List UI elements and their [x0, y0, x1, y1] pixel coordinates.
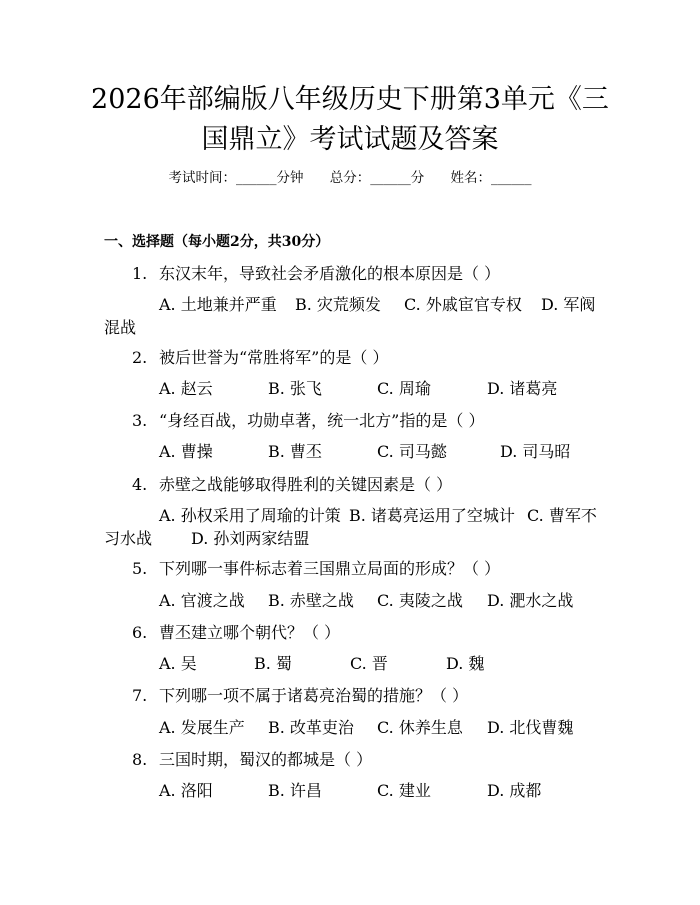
title-line-1: 2026年部编版八年级历史下册第3单元《三	[91, 84, 609, 115]
option-d: D. 司马昭	[500, 442, 571, 461]
option-c: C. 司马懿	[377, 442, 447, 461]
question-1-stem: 1. 东汉末年，导致社会矛盾激化的根本原因是（ ）	[132, 264, 501, 283]
question-7-stem: 7. 下列哪一项不属于诸葛亮治蜀的措施？（ ）	[132, 686, 469, 705]
exam-score: 总分：______分	[329, 170, 425, 186]
option-b: B. 许昌	[268, 781, 322, 800]
option-a: A. 土地兼并严重	[159, 295, 277, 314]
option-d: D. 淝水之战	[487, 591, 574, 610]
option-a: A. 发展生产	[159, 718, 245, 737]
option-c: C. 周瑜	[377, 379, 431, 398]
title-line-2: 国鼎立》考试试题及答案	[201, 124, 499, 155]
exam-meta	[0, 168, 700, 188]
option-c: C. 建业	[377, 781, 431, 800]
option-c: C. 夷陵之战	[377, 591, 463, 610]
option-c: C. 曹军不	[527, 506, 597, 525]
option-c-continued: 习水战	[104, 529, 153, 548]
question-5-stem: 5. 下列哪一事件标志着三国鼎立局面的形成？（ ）	[132, 559, 501, 578]
option-a: A. 赵云	[159, 379, 213, 398]
option-c: C. 休养生息	[377, 718, 463, 737]
option-d: D. 北伐曹魏	[487, 718, 574, 737]
option-b: B. 蜀	[254, 654, 292, 673]
option-a: A. 洛阳	[159, 781, 213, 800]
option-b: B. 灾荒频发	[295, 295, 381, 314]
option-a: A. 官渡之战	[159, 591, 245, 610]
option-c: C. 晋	[350, 654, 388, 673]
section-heading: 一、选择题（每小题2分，共30分）	[104, 234, 330, 250]
option-a: A. 吴	[159, 654, 197, 673]
option-b: B. 曹丕	[268, 442, 322, 461]
option-a: A. 孙权采用了周瑜的计策	[159, 506, 341, 525]
page-title	[60, 80, 640, 160]
option-c: C. 外戚宦官专权	[404, 295, 522, 314]
option-d: D. 诸葛亮	[487, 379, 558, 398]
question-2-stem: 2. 被后世誉为“常胜将军”的是（ ）	[132, 348, 389, 367]
option-d: D. 魏	[446, 654, 485, 673]
question-6-stem: 6. 曹丕建立哪个朝代？（ ）	[132, 623, 341, 642]
question-8-stem: 8. 三国时期，蜀汉的都城是（ ）	[132, 750, 373, 769]
option-b: B. 张飞	[268, 379, 322, 398]
option-b: B. 诸葛亮运用了空城计	[349, 506, 515, 525]
exam-time: 考试时间：______分钟	[168, 170, 304, 186]
option-d: D. 军阀	[541, 295, 596, 314]
option-b: B. 赤壁之战	[268, 591, 354, 610]
exam-name: 姓名：______	[450, 170, 532, 186]
question-4-stem: 4. 赤壁之战能够取得胜利的关键因素是（ ）	[132, 475, 453, 494]
option-d-continued: 混战	[104, 318, 137, 337]
option-b: B. 改革吏治	[268, 718, 354, 737]
option-d: D. 孙刘两家结盟	[191, 529, 310, 548]
option-a: A. 曹操	[159, 442, 213, 461]
option-d: D. 成都	[487, 781, 542, 800]
question-3-stem: 3. “身经百战，功勋卓著，统一北方”指的是（ ）	[132, 411, 485, 430]
